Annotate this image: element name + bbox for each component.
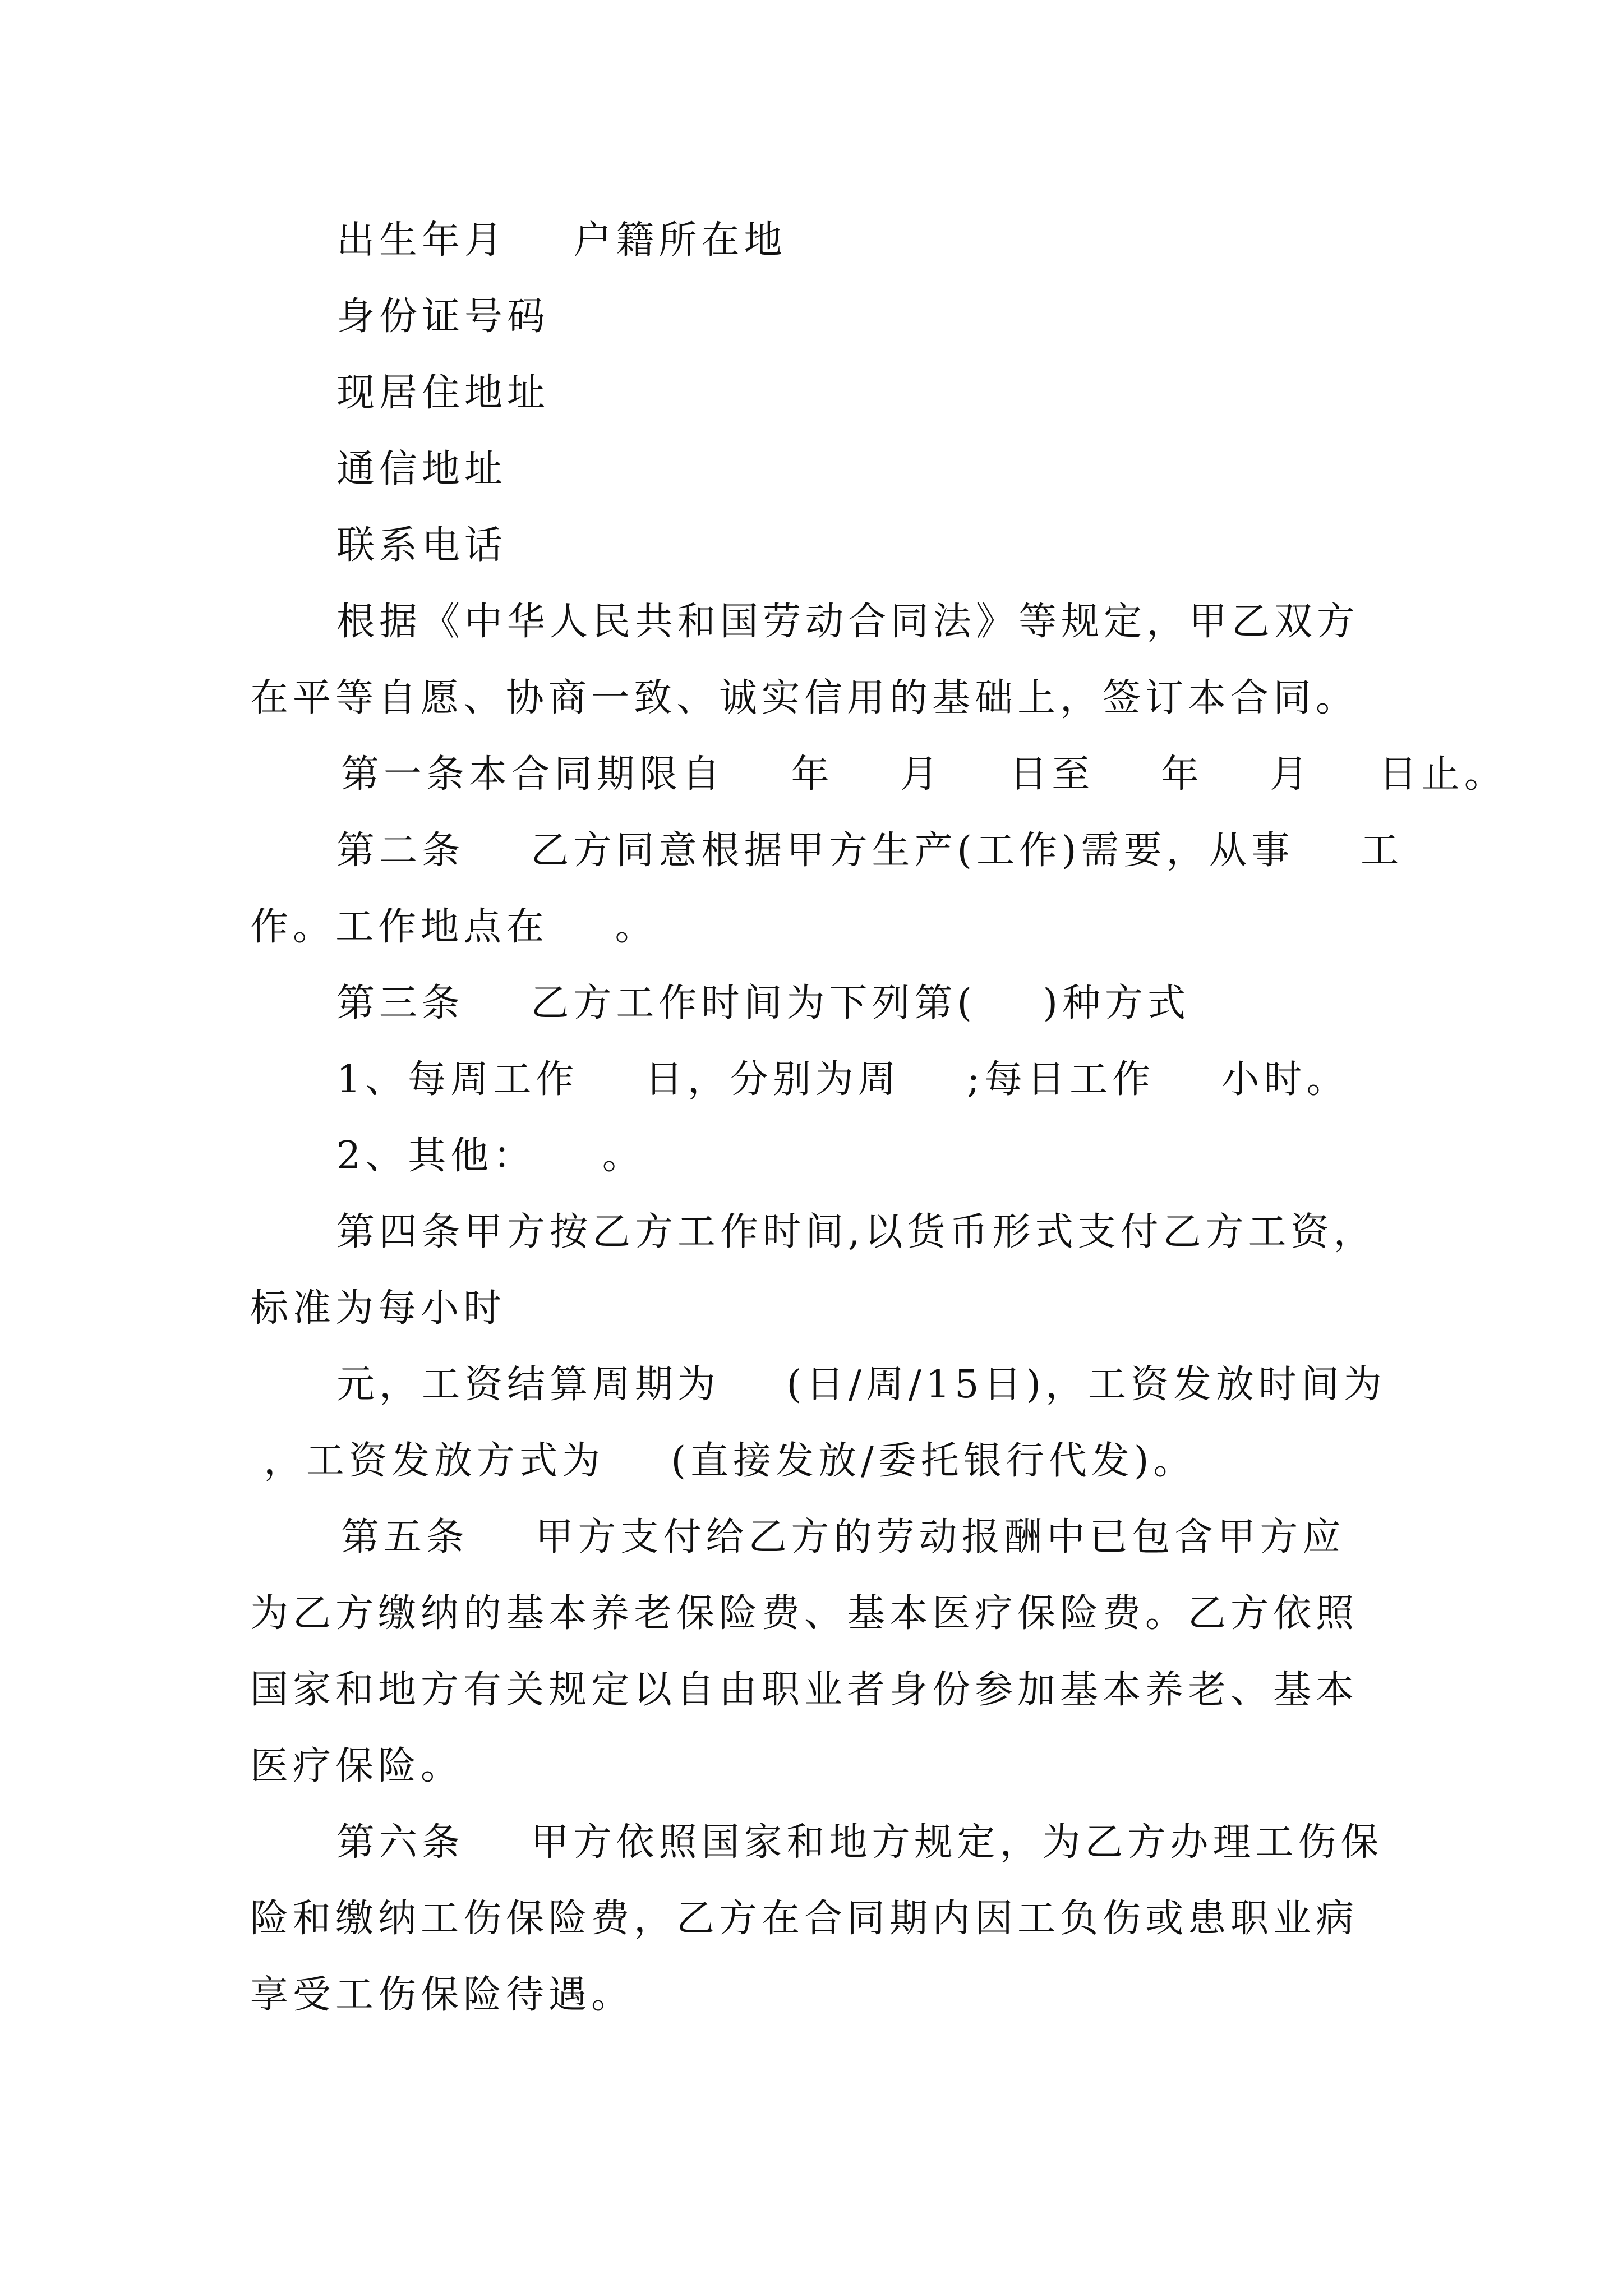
intro-paragraph-line-2: 在平等自愿、协商一致、诚实信用的基础上，签订本合同。 [250, 676, 1359, 720]
current-address-line: 现居住地址 [336, 371, 550, 415]
article-5-line-2: 为乙方缴纳的基本养老保险费、基本医疗保险费。乙方依照 [250, 1591, 1359, 1636]
phone-line: 联系电话 [336, 523, 508, 568]
article-3-option-2: 2、其他： 。 [336, 1134, 645, 1178]
mailing-address-line: 通信地址 [336, 447, 508, 491]
article-6-line-3: 享受工伤保险待遇。 [250, 1973, 634, 2017]
article-2-line-1: 第二条 乙方同意根据甲方生产(工作)需要，从事 工 [336, 829, 1403, 873]
article-4-line-1: 第四条甲方按乙方工作时间,以货币形式支付乙方工资， [336, 1210, 1376, 1254]
article-4-line-3: 元，工资结算周期为 (日/周/15日)，工资发放时间为 [336, 1363, 1386, 1407]
article-5-line-4: 医疗保险。 [250, 1744, 464, 1788]
article-3-line: 第三条 乙方工作时间为下列第( )种方式 [336, 981, 1190, 1025]
article-5-line-3: 国家和地方有关规定以自由职业者身份参加基本养老、基本 [250, 1668, 1359, 1712]
article-1-line: 第一条本合同期限自 年 月 日至 年 月 日止。 [341, 752, 1507, 797]
article-5-line-1: 第五条 甲方支付给乙方的劳动报酬中已包含甲方应 [341, 1515, 1345, 1559]
article-4-line-4: ，工资发放方式为 (直接发放/委托银行代发)。 [264, 1439, 1196, 1483]
article-2-line-2: 作。工作地点在 。 [250, 905, 658, 949]
intro-paragraph-line-1: 根据《中华人民共和国劳动合同法》等规定，甲乙双方 [336, 600, 1360, 644]
birth-date-household-line: 出生年月 户籍所在地 [336, 218, 787, 263]
article-6-line-1: 第六条 甲方依照国家和地方规定，为乙方办理工伤保 [336, 1820, 1384, 1865]
id-number-line: 身份证号码 [336, 295, 550, 339]
article-3-option-1: 1、每周工作 日，分别为周 ;每日工作 小时。 [336, 1057, 1349, 1102]
article-6-line-2: 险和缴纳工伤保险费，乙方在合同期内因工负伤或患职业病 [250, 1897, 1359, 1941]
article-4-line-2: 标准为每小时 [250, 1286, 506, 1331]
